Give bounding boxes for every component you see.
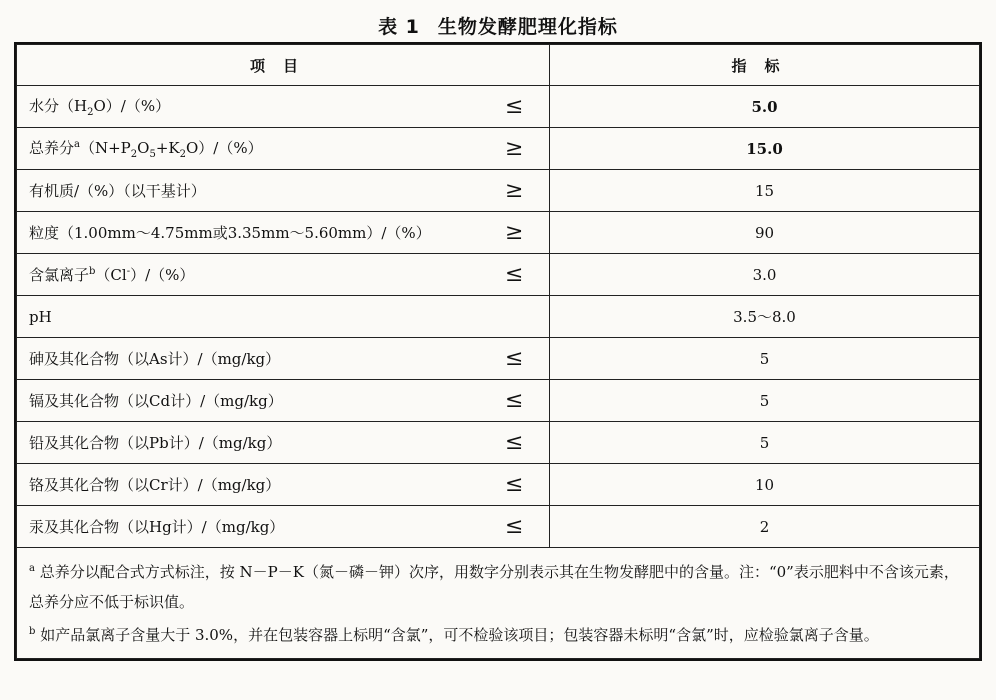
row-item: 水分$(H_2O)/(\%)$	[17, 86, 480, 128]
header-item: 项目	[17, 45, 550, 86]
table-row	[17, 380, 980, 422]
row-symbol: ≤	[480, 464, 550, 506]
row-item: 砷及其化合物（以As计）/（mg/kg）	[17, 338, 480, 380]
row-value: 15.0	[550, 128, 980, 170]
row-symbol: ≥	[480, 212, 550, 254]
row-value: 3.5～8.0	[550, 296, 980, 338]
footnote-b: $^b$ 如产品氯离子含量大于 3.0%，并在包装容器上标明“含氯”，可不检验该项目；包装容器未标明“含氯”时，应检验氯离子含量。	[29, 626, 879, 644]
table-title-text: 生物发酵肥理化指标	[437, 16, 618, 38]
row-value: 2	[550, 506, 980, 548]
row-symbol: ≤	[480, 506, 550, 548]
row-item: 粒度（1.00mm～4.75mm或3.35mm～5.60mm）/（%）	[17, 212, 480, 254]
row-value: 5	[550, 338, 980, 380]
row-item: pH	[17, 296, 480, 338]
table-row	[17, 254, 980, 296]
table-row	[17, 86, 980, 128]
footnotes	[17, 548, 980, 659]
row-item: 铬及其化合物（以Cr计）/（mg/kg）	[17, 464, 480, 506]
row-symbol: ≤	[480, 86, 550, 128]
row-symbol: ≤	[480, 422, 550, 464]
table-row	[17, 128, 980, 170]
indicator-table	[14, 42, 982, 661]
header-value: 指标	[550, 45, 980, 86]
footnote-a: $^a$ 总养分以配合式方式标注，按 N－P－K（氮－磷－钾）次序，用数字分别表示其在生物发酵肥中的含量。注：“0”表示肥料中不含该元素，总养分应不低于标识值。	[29, 563, 959, 611]
row-value: 15	[550, 170, 980, 212]
row-value: 3.0	[550, 254, 980, 296]
row-symbol: ≤	[480, 338, 550, 380]
row-item: 总养分$^a(N+P_2O_5+K_2O)/(\%)$	[17, 128, 480, 170]
table-number: 表 1	[378, 16, 420, 38]
table-row	[17, 506, 980, 548]
row-item: 镉及其化合物（以Cd计）/（mg/kg）	[17, 380, 480, 422]
table-row	[17, 464, 980, 506]
row-symbol: ≤	[480, 254, 550, 296]
table-title	[0, 12, 996, 39]
table-row	[17, 422, 980, 464]
table-row	[17, 296, 980, 338]
row-item: 铅及其化合物（以Pb计）/（mg/kg）	[17, 422, 480, 464]
row-item: 有机质/（%）（以干基计）	[17, 170, 480, 212]
table-row	[17, 170, 980, 212]
row-value: 5	[550, 422, 980, 464]
row-value: 5	[550, 380, 980, 422]
row-symbol: ≥	[480, 128, 550, 170]
row-value: 10	[550, 464, 980, 506]
table-row	[17, 212, 980, 254]
row-value: 90	[550, 212, 980, 254]
row-symbol	[480, 296, 550, 338]
row-item: 汞及其化合物（以Hg计）/（mg/kg）	[17, 506, 480, 548]
notes-row	[17, 548, 980, 659]
table-row	[17, 338, 980, 380]
row-symbol: ≤	[480, 380, 550, 422]
row-symbol: ≥	[480, 170, 550, 212]
row-item: 含氯离子$^b$（Cl-）/（%）	[17, 254, 480, 296]
row-value: 5.0	[550, 86, 980, 128]
header-row	[17, 45, 980, 86]
